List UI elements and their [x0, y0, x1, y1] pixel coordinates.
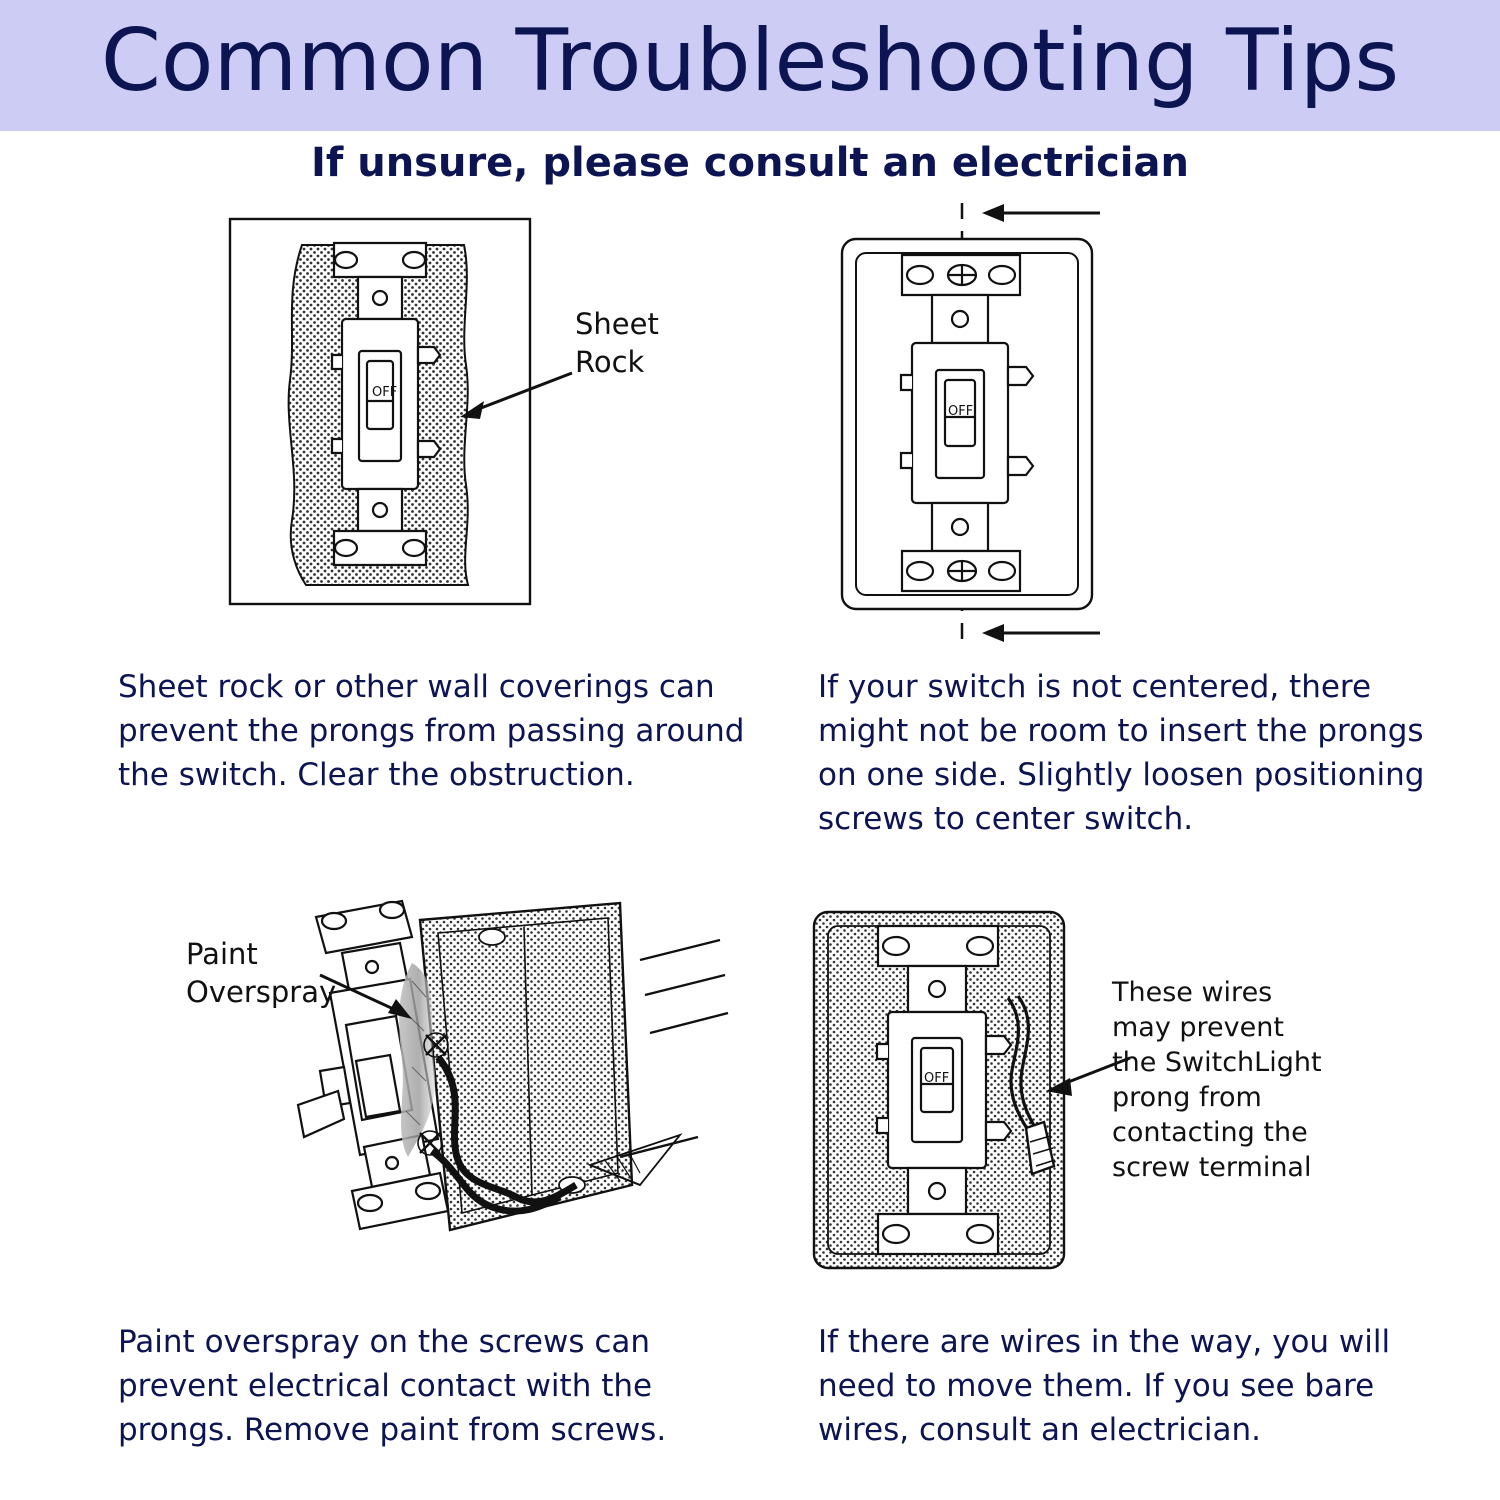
diagram-sheet-rock: [120, 205, 760, 645]
caption-paint-overspray: Paint overspray on the screws can prevent electrical contact with the prongs. Remove paint from screws.: [118, 1324, 667, 1448]
callout-paint-overspray: [186, 935, 426, 1011]
callout-paint-overspray-line2: Overspray: [186, 975, 337, 1009]
callout-wires-line1: These wires: [1112, 977, 1273, 1008]
callout-paint-overspray-line1: Paint: [186, 937, 258, 971]
callout-wires-line4: prong from: [1112, 1082, 1262, 1113]
callout-sheet-rock-line2: Rock: [575, 345, 645, 379]
switch-state-label-2: OFF: [948, 404, 974, 419]
diagram-centering: [790, 195, 1430, 655]
page-subtitle: If unsure, please consult an electrician: [311, 140, 1189, 186]
caption-centering: If your switch is not centered, there might not be room to insert the prongs on one side. Slightly loosen positioning screws to center switch.: [818, 669, 1425, 837]
callout-wires-line6: screw terminal: [1112, 1152, 1312, 1183]
callout-wires-line3: the SwitchLight: [1112, 1047, 1322, 1078]
callout-sheet-rock: [575, 305, 775, 381]
switch-state-label-4: OFF: [924, 1071, 950, 1086]
caption-wires: If there are wires in the way, you will need to move them. If you see bare wires, consult an electrician.: [818, 1324, 1391, 1448]
callout-wires-line2: may prevent: [1112, 1012, 1284, 1043]
page-title: Common Troubleshooting Tips: [100, 11, 1400, 111]
callout-wires-line5: contacting the: [1112, 1117, 1308, 1148]
caption-sheet-rock: Sheet rock or other wall coverings can prevent the prongs from passing around the switch. Clear the obstruction.: [118, 669, 745, 793]
callout-sheet-rock-line1: Sheet: [575, 307, 659, 341]
callout-wires: [1112, 975, 1402, 1185]
switch-state-label-1: OFF: [372, 385, 398, 400]
